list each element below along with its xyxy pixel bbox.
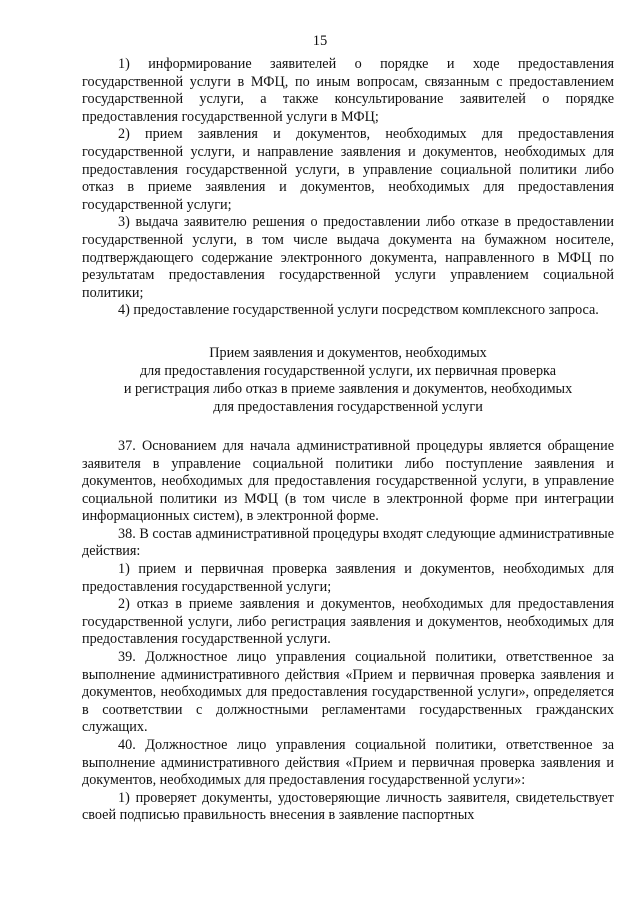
paragraph-40-item-1: 1) проверяет документы, удостоверяющие личность заявителя, свидетельствует своей подписью правильность внесения в заявление паспортных bbox=[82, 789, 614, 824]
paragraph-40: 40. Должностное лицо управления социальной политики, ответственное за выполнение административного действия «Прием и первичная проверка заявления и документов, необходимых для предоставления государственной услуги»: bbox=[82, 737, 614, 789]
paragraph-38-item-2: 2) отказ в приеме заявления и документов, необходимых для предоставления государственной услуги, либо регистрация заявления и документов, необходимых для предоставления государственной услуги. bbox=[82, 596, 614, 648]
section-heading bbox=[82, 344, 614, 416]
paragraph-38: 38. В состав административной процедуры входят следующие административные действия: bbox=[82, 525, 614, 560]
paragraph-38-item-1: 1) прием и первичная проверка заявления и документов, необходимых для предоставления государственной услуги; bbox=[82, 561, 614, 595]
heading-line: для предоставления государственной услуги, их первичная проверка bbox=[139, 362, 557, 379]
page-number: 15 bbox=[312, 33, 328, 49]
list-item-2: 2) прием заявления и документов, необходимых для предоставления государственной услуги, и направление заявления и документов, необходимых для предоставления государственной услуги, в управление социальной политики либо отказ в приеме заявления и документов, необходимых для предоставления государственной услуги; bbox=[82, 126, 614, 213]
paragraph-37: 37. Основанием для начала административной процедуры является обращение заявителя в управление социальной политики либо поступление заявления и документов, необходимых для предоставления государственной услуги, в управление социальной политики из МФЦ (в том числе в электронной форме при интеграции информационных систем), в электронной форме. bbox=[82, 437, 614, 525]
heading-line: для предоставления государственной услуги bbox=[213, 398, 483, 415]
document-body bbox=[82, 56, 614, 825]
heading-line: Прием заявления и документов, необходимых bbox=[209, 344, 487, 361]
paragraph-39: 39. Должностное лицо управления социальной политики, ответственное за выполнение административного действия «Прием и первичная проверка заявления и документов, необходимых для предоставления государственной услуги», определяется в соответствии с должностными регламентами государственных гражданских служащих. bbox=[82, 649, 614, 736]
list-item-1: 1) информирование заявителей о порядке и ходе предоставления государственной услуги в МФЦ, по иным вопросам, связанным с предоставлением государственной услуги, а также консультирование заявителей о порядке предоставления государственной услуги в МФЦ; bbox=[82, 56, 614, 125]
list-item-4: 4) предоставление государственной услуги посредством комплексного запроса. bbox=[118, 302, 599, 319]
heading-line: и регистрация либо отказ в приеме заявления и документов, необходимых bbox=[123, 380, 573, 397]
list-item-3: 3) выдача заявителю решения о предоставлении либо отказе в предоставлении государственной услуги, в том числе выдача документа на бумажном носителе, подтверждающего содержание электронного документа, направленного в МФЦ по результатам предоставления государственной услуги управлением социальной политики; bbox=[82, 214, 614, 301]
